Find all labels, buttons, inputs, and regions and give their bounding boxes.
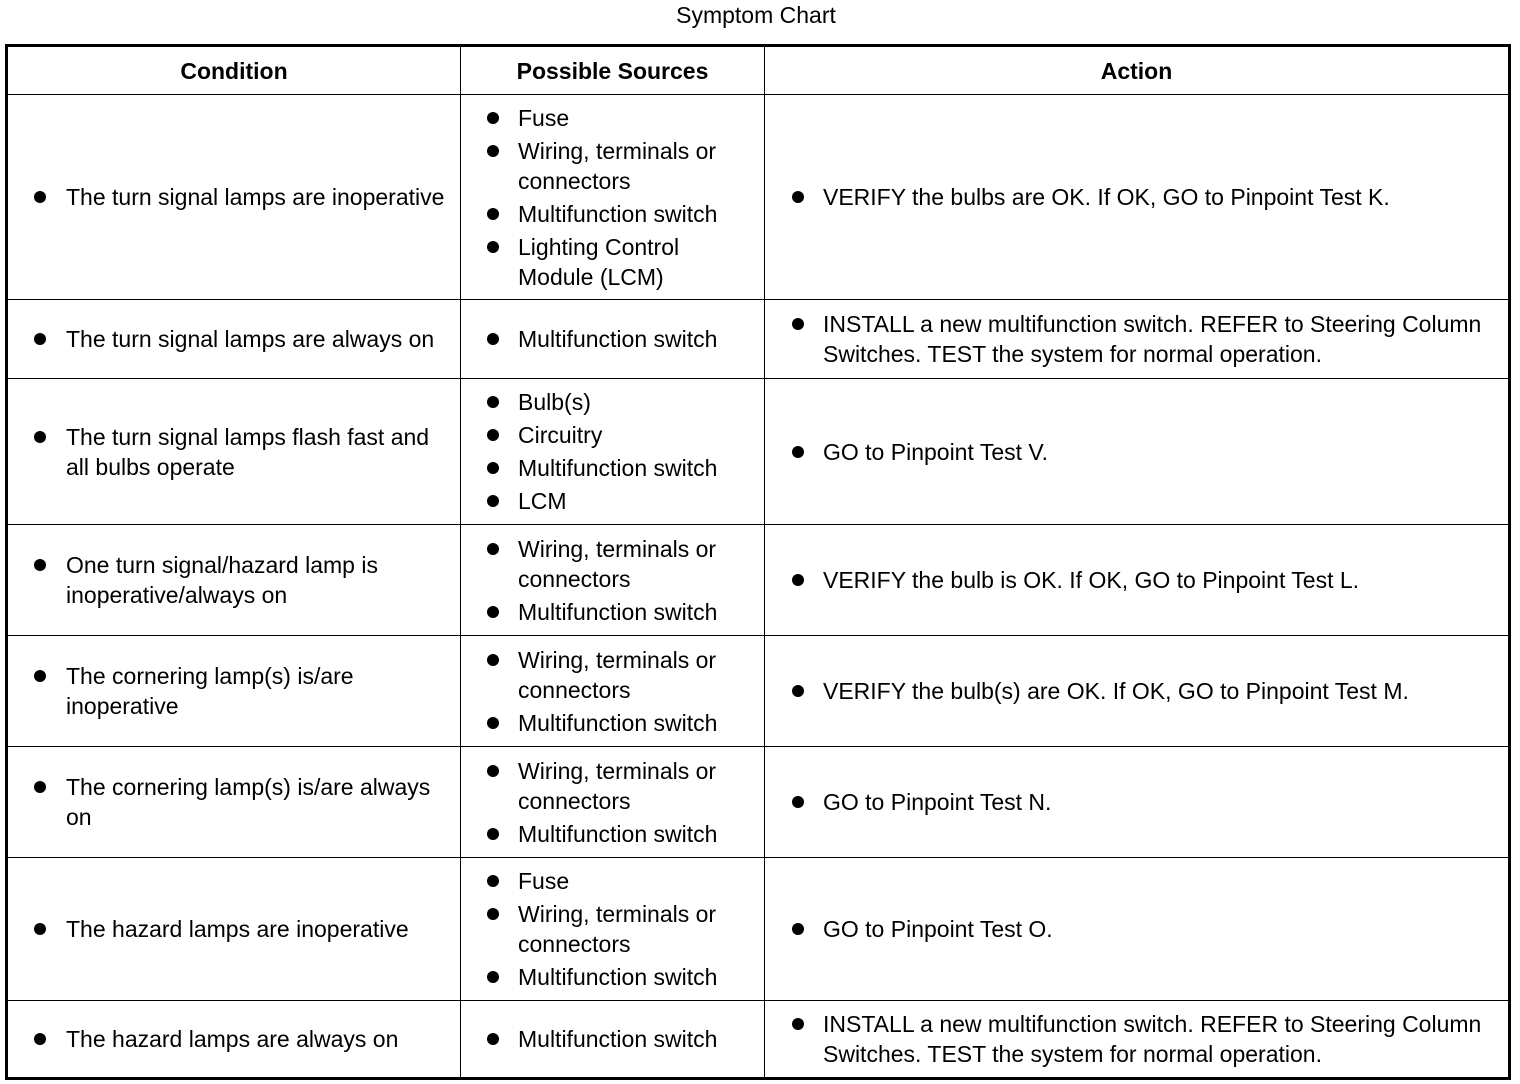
source-item: Wiring, terminals or connectors <box>461 645 764 705</box>
condition-list <box>8 914 460 944</box>
table-row <box>7 858 1510 1001</box>
sources-cell <box>461 636 765 747</box>
condition-text: The hazard lamps are always on <box>8 1024 460 1054</box>
table-row <box>7 1001 1510 1079</box>
sources-cell <box>461 525 765 636</box>
action-cell <box>765 379 1510 525</box>
action-text: VERIFY the bulb(s) are OK. If OK, GO to Pinpoint Test M. <box>765 676 1508 706</box>
sources-list <box>461 387 764 516</box>
action-list <box>765 309 1508 369</box>
sources-cell <box>461 300 765 379</box>
sources-header: Possible Sources <box>461 46 765 95</box>
source-item: Multifunction switch <box>461 453 764 483</box>
source-item: Multifunction switch <box>461 597 764 627</box>
source-item: Multifunction switch <box>461 199 764 229</box>
table-row <box>7 300 1510 379</box>
header-row <box>7 46 1510 95</box>
condition-list <box>8 772 460 832</box>
action-text: VERIFY the bulb is OK. If OK, GO to Pinpoint Test L. <box>765 565 1508 595</box>
condition-cell <box>7 379 461 525</box>
source-item: Multifunction switch <box>461 962 764 992</box>
condition-list <box>8 1024 460 1054</box>
sources-list <box>461 1024 764 1054</box>
source-item: Wiring, terminals or connectors <box>461 136 764 196</box>
condition-text: The hazard lamps are inoperative <box>8 914 460 944</box>
sources-list <box>461 645 764 738</box>
source-item: Circuitry <box>461 420 764 450</box>
source-item: Wiring, terminals or connectors <box>461 899 764 959</box>
symptom-table <box>5 44 1511 1080</box>
source-item: Multifunction switch <box>461 708 764 738</box>
condition-cell <box>7 858 461 1001</box>
source-item: Bulb(s) <box>461 387 764 417</box>
table-row <box>7 379 1510 525</box>
condition-text: The turn signal lamps are always on <box>8 324 460 354</box>
sources-cell <box>461 747 765 858</box>
action-list <box>765 914 1508 944</box>
action-cell <box>765 636 1510 747</box>
action-header: Action <box>765 46 1510 95</box>
condition-list <box>8 550 460 610</box>
action-text: GO to Pinpoint Test V. <box>765 437 1508 467</box>
action-list <box>765 565 1508 595</box>
table-row <box>7 95 1510 300</box>
action-cell <box>765 1001 1510 1079</box>
condition-list <box>8 324 460 354</box>
condition-list <box>8 422 460 482</box>
condition-cell <box>7 525 461 636</box>
condition-text: The turn signal lamps are inoperative <box>8 182 460 212</box>
source-item: Fuse <box>461 103 764 133</box>
condition-list <box>8 661 460 721</box>
page-title: Symptom Chart <box>676 2 836 28</box>
action-text: INSTALL a new multifunction switch. REFER to Steering Column Switches. TEST the system for normal operation. <box>765 1009 1508 1069</box>
action-text: INSTALL a new multifunction switch. REFER to Steering Column Switches. TEST the system for normal operation. <box>765 309 1508 369</box>
condition-text: One turn signal/hazard lamp is inoperative/always on <box>8 550 460 610</box>
source-item: Fuse <box>461 866 764 896</box>
action-list <box>765 787 1508 817</box>
action-text: GO to Pinpoint Test O. <box>765 914 1508 944</box>
condition-text: The cornering lamp(s) is/are always on <box>8 772 460 832</box>
action-list <box>765 437 1508 467</box>
action-cell <box>765 858 1510 1001</box>
sources-list <box>461 756 764 849</box>
action-text: GO to Pinpoint Test N. <box>765 787 1508 817</box>
sources-cell <box>461 1001 765 1079</box>
condition-cell <box>7 636 461 747</box>
condition-text: The turn signal lamps flash fast and all bulbs operate <box>8 422 460 482</box>
condition-cell <box>7 95 461 300</box>
source-item: LCM <box>461 486 764 516</box>
sources-list <box>461 324 764 354</box>
source-item: Wiring, terminals or connectors <box>461 756 764 816</box>
table-row <box>7 636 1510 747</box>
condition-cell <box>7 747 461 858</box>
action-cell <box>765 747 1510 858</box>
condition-header: Condition <box>7 46 461 95</box>
source-item: Multifunction switch <box>461 819 764 849</box>
sources-list <box>461 866 764 992</box>
sources-cell <box>461 95 765 300</box>
condition-cell <box>7 300 461 379</box>
source-item: Multifunction switch <box>461 324 764 354</box>
sources-cell <box>461 379 765 525</box>
action-text: VERIFY the bulbs are OK. If OK, GO to Pinpoint Test K. <box>765 182 1508 212</box>
table-row <box>7 747 1510 858</box>
sources-list <box>461 103 764 292</box>
action-cell <box>765 300 1510 379</box>
action-list <box>765 182 1508 212</box>
condition-cell <box>7 1001 461 1079</box>
source-item: Wiring, terminals or connectors <box>461 534 764 594</box>
action-list <box>765 676 1508 706</box>
source-item: Multifunction switch <box>461 1024 764 1054</box>
action-cell <box>765 95 1510 300</box>
source-item: Lighting Control Module (LCM) <box>461 232 764 292</box>
table-row <box>7 525 1510 636</box>
sources-list <box>461 534 764 627</box>
condition-list <box>8 182 460 212</box>
condition-text: The cornering lamp(s) is/are inoperative <box>8 661 460 721</box>
action-cell <box>765 525 1510 636</box>
sources-cell <box>461 858 765 1001</box>
action-list <box>765 1009 1508 1069</box>
